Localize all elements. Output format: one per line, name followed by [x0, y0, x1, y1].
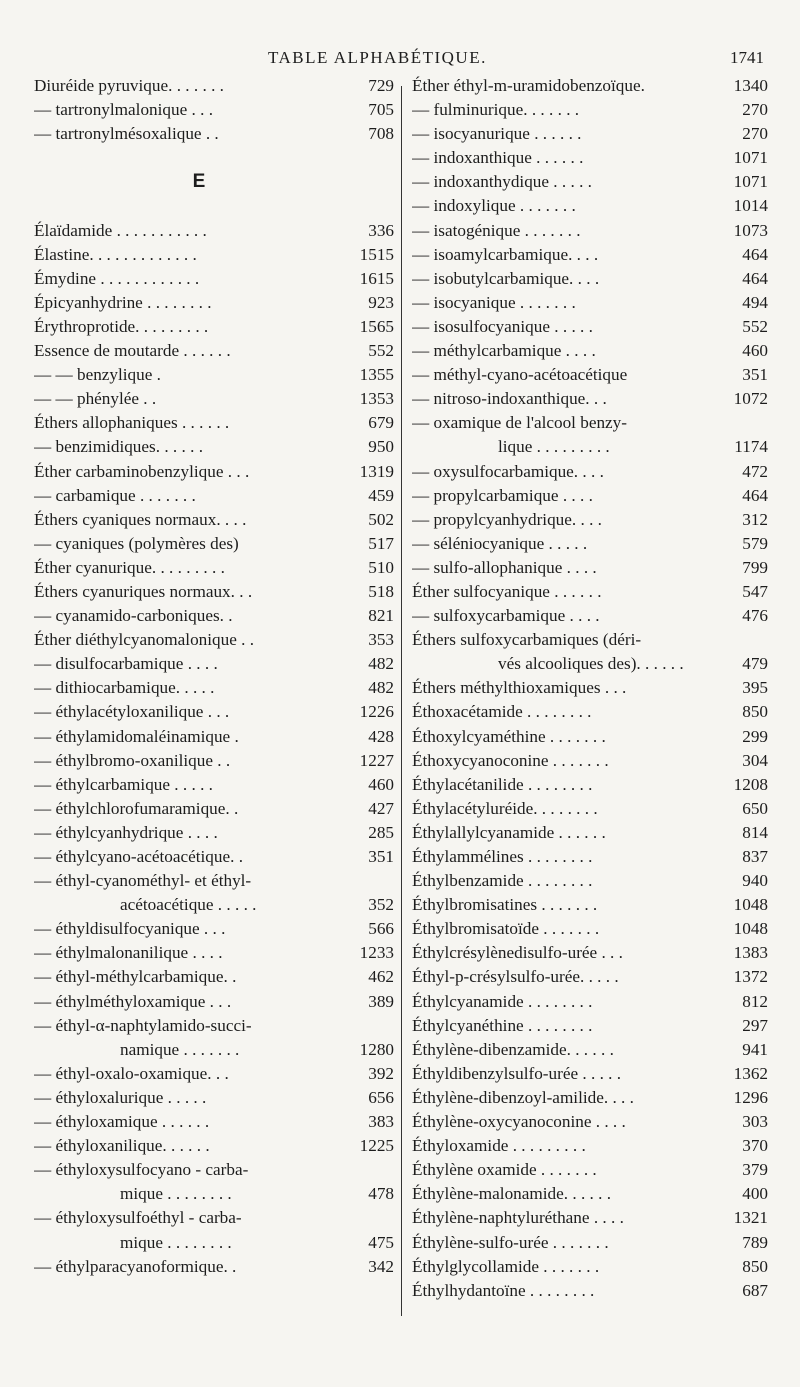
entry-term: — carbamique . . . . . . . — [34, 485, 196, 505]
entry-page-number: 297 — [742, 1015, 768, 1035]
index-entry — [412, 1086, 768, 1110]
entry-term: Éthylène oxamide . . . . . . . — [412, 1160, 597, 1180]
index-entry — [412, 604, 768, 628]
index-entry — [34, 821, 394, 845]
index-entry — [412, 1231, 768, 1255]
index-entry — [412, 1206, 768, 1230]
index-entry — [34, 725, 394, 749]
index-entry — [34, 219, 394, 243]
entry-term: Émydine . . . . . . . . . . . . — [34, 268, 200, 288]
index-entry — [34, 869, 394, 893]
index-entry — [412, 893, 768, 917]
index-entry — [34, 1231, 394, 1255]
index-entry — [412, 1038, 768, 1062]
entry-term: mique . . . . . . . . — [120, 1184, 232, 1204]
entry-term: — sulfoxycarbamique . . . . — [412, 606, 600, 626]
entry-term: — oxamique de l'alcool benzy- — [412, 413, 628, 433]
entry-page-number: 1372 — [733, 967, 768, 987]
index-entry — [34, 773, 394, 797]
entry-term: — oxysulfocarbamique. . . . — [412, 461, 604, 481]
entry-page-number: 650 — [742, 798, 768, 818]
entry-term: Éthylène-dibenzoyl-amilide. . . . — [412, 1087, 634, 1107]
entry-term: vés alcooliques des). . . . . . — [498, 654, 684, 674]
entry-page-number: 552 — [742, 316, 768, 336]
index-entry — [412, 243, 768, 267]
index-entry — [412, 1158, 768, 1182]
entry-page-number: 1014 — [733, 196, 768, 216]
index-entry — [34, 435, 394, 459]
index-entry — [412, 508, 768, 532]
entry-term: — éthyloxysulfoéthyl - carba- — [34, 1208, 242, 1228]
entry-page-number: 566 — [368, 919, 394, 939]
entry-page-number: 351 — [742, 365, 768, 385]
index-entry — [34, 1182, 394, 1206]
index-entry — [34, 845, 394, 869]
entry-page-number: 370 — [742, 1136, 768, 1156]
index-entry — [34, 460, 394, 484]
index-entry — [34, 98, 394, 122]
entry-page-number: 479 — [742, 654, 768, 674]
index-entry — [34, 1134, 394, 1158]
entry-page-number: 1615 — [359, 268, 394, 288]
entry-term: — méthylcarbamique . . . . — [412, 341, 596, 361]
entry-term: — tartronylmalonique . . . — [34, 100, 214, 120]
index-entry — [412, 484, 768, 508]
entry-term: — cyanamido-carboniques. . — [34, 606, 233, 626]
entry-term: — éthyloxalurique . . . . . — [34, 1087, 207, 1107]
index-entry — [34, 700, 394, 724]
entry-term: — isocyanurique . . . . . . — [412, 124, 582, 144]
entry-term: — — phénylée . . — [34, 389, 157, 409]
entry-term: Éthyldibenzylsulfo-urée . . . . . — [412, 1063, 622, 1083]
entry-page-number: 459 — [368, 485, 394, 505]
index-entry — [34, 387, 394, 411]
index-entry — [34, 484, 394, 508]
entry-term: Éthylène-sulfo-urée . . . . . . . — [412, 1232, 609, 1252]
entry-page-number: 518 — [368, 581, 394, 601]
entry-page-number: 799 — [742, 557, 768, 577]
index-entry — [412, 411, 768, 435]
index-entry — [34, 170, 394, 194]
entry-term: — — benzylique . — [34, 365, 161, 385]
entry-page-number: 1208 — [733, 774, 768, 794]
entry-term: Éthylglycollamide . . . . . . . — [412, 1256, 600, 1276]
index-entry — [34, 965, 394, 989]
entry-term: Éthylcrésylènedisulfo-urée . . . — [412, 943, 623, 963]
index-entry — [34, 749, 394, 773]
entry-term: — séléniocyanique . . . . . — [412, 533, 588, 553]
index-entry — [412, 532, 768, 556]
entry-page-number: 1226 — [359, 702, 394, 722]
index-entry — [34, 1206, 394, 1230]
index-entry — [34, 532, 394, 556]
entry-page-number: 400 — [742, 1184, 768, 1204]
index-entry — [34, 363, 394, 387]
entry-term: — éthylbromo-oxanilique . . — [34, 750, 231, 770]
entry-term: — éthyloxamique . . . . . . — [34, 1112, 210, 1132]
entry-term: — isosulfocyanique . . . . . — [412, 316, 593, 336]
entry-page-number: 923 — [368, 292, 394, 312]
entry-term: Érythroprotide. . . . . . . . . — [34, 316, 209, 336]
entry-term: — benzimidiques. . . . . . — [34, 437, 203, 457]
entry-term: Éthylène-naphtyluréthane . . . . — [412, 1208, 624, 1228]
entry-page-number: 1319 — [359, 461, 394, 481]
entry-term: — éthylacétyloxanilique . . . — [34, 702, 230, 722]
index-entry — [34, 1255, 394, 1279]
entry-page-number: 547 — [742, 581, 768, 601]
page-header — [0, 48, 800, 74]
index-entry — [34, 917, 394, 941]
index-entry — [412, 74, 768, 98]
entry-term: — dithiocarbamique. . . . . — [34, 678, 215, 698]
entry-term: Éthylbromisatoïde . . . . . . . — [412, 919, 600, 939]
entry-term: Éthers sulfoxycarbamiques (déri- — [412, 630, 642, 650]
entry-page-number: 464 — [742, 268, 768, 288]
entry-page-number: 517 — [368, 533, 394, 553]
index-entry — [412, 1134, 768, 1158]
entry-page-number: 656 — [368, 1087, 394, 1107]
entry-term: — éthylcyanhydrique . . . . — [34, 822, 218, 842]
entry-page-number: 1225 — [359, 1136, 394, 1156]
index-entry — [412, 194, 768, 218]
entry-page-number: 1565 — [359, 316, 394, 336]
entry-term: — fulminurique. . . . . . . — [412, 100, 580, 120]
entry-term: Éther cyanurique. . . . . . . . . — [34, 557, 225, 577]
entry-page-number: 395 — [742, 678, 768, 698]
index-entry — [412, 435, 768, 459]
entry-page-number: 460 — [368, 774, 394, 794]
entry-page-number: 552 — [368, 341, 394, 361]
entry-term: Éthylacétanilide . . . . . . . . — [412, 774, 593, 794]
entry-term: Éthylène-dibenzamide. . . . . . — [412, 1039, 614, 1059]
entry-page-number: 285 — [368, 822, 394, 842]
entry-term: — isatogénique . . . . . . . — [412, 220, 581, 240]
entry-page-number: 1280 — [359, 1039, 394, 1059]
entry-page-number: 336 — [368, 220, 394, 240]
index-entry — [34, 676, 394, 700]
entry-page-number: 476 — [742, 606, 768, 626]
entry-page-number: 679 — [368, 413, 394, 433]
entry-page-number: 460 — [742, 341, 768, 361]
index-entry — [412, 652, 768, 676]
entry-term: Éthylène-oxycyanoconine . . . . — [412, 1112, 626, 1132]
entry-page-number: 482 — [368, 654, 394, 674]
entry-term: — indoxanthique . . . . . . — [412, 148, 584, 168]
entry-term: — éthyl-méthylcarbamique. . — [34, 967, 237, 987]
entry-term: — cyaniques (polymères des) — [34, 533, 239, 553]
index-entry — [412, 821, 768, 845]
index-entry — [412, 122, 768, 146]
entry-page-number: 304 — [742, 750, 768, 770]
index-entry — [34, 243, 394, 267]
entry-page-number: 472 — [742, 461, 768, 481]
entry-term: Éthylacétyluréide. . . . . . . . — [412, 798, 598, 818]
entry-term: — éthylparacyanoformique. . — [34, 1256, 237, 1276]
entry-term: — méthyl-cyano-acétoacétique — [412, 365, 628, 385]
entry-page-number: 1048 — [733, 895, 768, 915]
index-entry — [34, 1086, 394, 1110]
entry-page-number: 392 — [368, 1063, 394, 1083]
entry-term: — indoxylique . . . . . . . — [412, 196, 576, 216]
index-entry — [34, 74, 394, 98]
entry-term: Éther éthyl-m-uramidobenzoïque. — [412, 76, 645, 95]
entry-page-number: 1515 — [359, 244, 394, 264]
entry-page-number: 708 — [368, 124, 394, 144]
entry-term: Diuréide pyruvique. . . . . . . — [34, 76, 224, 95]
index-entry — [34, 990, 394, 1014]
entry-term: Éthoxycyanoconine . . . . . . . — [412, 750, 609, 770]
index-entry — [412, 628, 768, 652]
entry-page-number: 482 — [368, 678, 394, 698]
entry-page-number: 1383 — [733, 943, 768, 963]
entry-term: — éthyloxysulfocyano - carba- — [34, 1160, 249, 1180]
index-entry — [412, 773, 768, 797]
entry-term: — éthyl-cyanométhyl- et éthyl- — [34, 871, 252, 891]
entry-page-number: 850 — [742, 702, 768, 722]
index-entry — [34, 122, 394, 146]
index-entry — [34, 1110, 394, 1134]
left-column — [34, 74, 394, 1279]
index-entry — [34, 508, 394, 532]
index-entry — [412, 315, 768, 339]
entry-page-number: 502 — [368, 509, 394, 529]
entry-page-number: 299 — [742, 726, 768, 746]
index-entry — [412, 797, 768, 821]
entry-term: — propylcyanhydrique. . . . — [412, 509, 602, 529]
entry-page-number: 383 — [368, 1112, 394, 1132]
entry-page-number: 1353 — [359, 389, 394, 409]
index-entry — [34, 628, 394, 652]
entry-term: Éthylbenzamide . . . . . . . . — [412, 871, 593, 891]
entry-term: Éther sulfocyanique . . . . . . — [412, 581, 602, 601]
entry-term: Éthers cyanuriques normaux. . . — [34, 581, 253, 601]
entry-term: Éthylène-malonamide. . . . . . — [412, 1184, 612, 1204]
entry-term: — éthyloxanilique. . . . . . — [34, 1136, 210, 1156]
index-entry — [34, 652, 394, 676]
entry-page-number: 1174 — [734, 437, 768, 457]
entry-term: Éthylcyanéthine . . . . . . . . — [412, 1015, 593, 1035]
entry-page-number: 428 — [368, 726, 394, 746]
index-entry — [412, 676, 768, 700]
section-letter: E — [192, 171, 206, 193]
entry-page-number: 270 — [742, 124, 768, 144]
entry-term: mique . . . . . . . . — [120, 1232, 232, 1252]
index-entry — [412, 1062, 768, 1086]
entry-page-number: 312 — [742, 509, 768, 529]
entry-page-number: 837 — [742, 847, 768, 866]
entry-term: Éthylcyanamide . . . . . . . . — [412, 991, 593, 1011]
index-entry — [412, 387, 768, 411]
entry-term: Éthoxylcyaméthine . . . . . . . — [412, 726, 606, 746]
entry-page-number: 464 — [742, 244, 768, 264]
entry-page-number: 1071 — [733, 172, 768, 192]
entry-term: — disulfocarbamique . . . . — [34, 654, 218, 674]
index-entry — [412, 339, 768, 363]
entry-page-number: 1296 — [733, 1087, 768, 1107]
page-title: TABLE ALPHABÉTIQUE. — [268, 48, 487, 67]
index-entry — [34, 556, 394, 580]
index-entry — [34, 797, 394, 821]
entry-page-number: 1071 — [733, 148, 768, 168]
entry-term: Éthers méthylthioxamiques . . . — [412, 678, 627, 698]
entry-page-number: 510 — [368, 557, 394, 577]
index-entry — [34, 604, 394, 628]
index-entry — [412, 556, 768, 580]
entry-page-number: 270 — [742, 100, 768, 120]
entry-page-number: 1072 — [733, 389, 768, 409]
index-entry — [34, 194, 394, 218]
page-number: 1741 — [730, 48, 764, 67]
entry-term: Éthylammélines . . . . . . . . — [412, 847, 593, 866]
entry-term: — sulfo-allophanique . . . . — [412, 557, 597, 577]
entry-page-number: 789 — [742, 1232, 768, 1252]
index-entry — [34, 1062, 394, 1086]
index-entry — [34, 291, 394, 315]
index-entry — [412, 98, 768, 122]
entry-term: — tartronylmésoxalique . . — [34, 124, 219, 144]
index-entry — [412, 1014, 768, 1038]
index-entry — [412, 1110, 768, 1134]
index-entry — [412, 845, 768, 869]
index-entry — [412, 170, 768, 194]
entry-page-number: 464 — [742, 485, 768, 505]
entry-page-number: 1355 — [359, 365, 394, 385]
index-entry — [412, 1279, 768, 1303]
entry-term: — indoxanthydique . . . . . — [412, 172, 592, 192]
entry-term: — éthylchlorofumaramique. . — [34, 798, 239, 818]
entry-term: — nitroso-indoxanthique. . . — [412, 389, 607, 409]
entry-term: Éthoxacétamide . . . . . . . . — [412, 702, 592, 722]
index-entry — [412, 869, 768, 893]
index-entry — [412, 363, 768, 387]
index-entry — [412, 990, 768, 1014]
entry-page-number: 352 — [368, 895, 394, 915]
entry-page-number: 342 — [368, 1256, 394, 1276]
entry-page-number: 351 — [368, 847, 394, 866]
index-entry — [412, 146, 768, 170]
entry-term: Éther carbaminobenzylique . . . — [34, 461, 250, 481]
entry-page-number: 1227 — [359, 750, 394, 770]
entry-term: — éthylméthyloxamique . . . — [34, 991, 232, 1011]
entry-page-number: 389 — [368, 991, 394, 1011]
index-entry — [34, 411, 394, 435]
index-entry — [412, 941, 768, 965]
entry-page-number: 579 — [742, 533, 768, 553]
entry-page-number: 303 — [742, 1112, 768, 1132]
column-divider — [401, 86, 402, 1316]
entry-term: Élaïdamide . . . . . . . . . . . — [34, 220, 207, 240]
index-entry — [34, 1038, 394, 1062]
entry-term: acétoacétique . . . . . — [120, 895, 257, 915]
index-entry — [34, 893, 394, 917]
index-entry — [412, 267, 768, 291]
index-entry — [34, 941, 394, 965]
entry-page-number: 1048 — [733, 919, 768, 939]
entry-page-number: 729 — [368, 76, 394, 95]
entry-page-number: 1073 — [733, 220, 768, 240]
index-entry — [412, 219, 768, 243]
entry-term: — éthylcyano-acétoacétique. . — [34, 847, 244, 866]
entry-term: — éthyldisulfocyanique . . . — [34, 919, 226, 939]
entry-term: — éthylmalonanilique . . . . — [34, 943, 223, 963]
entry-page-number: 821 — [368, 606, 394, 626]
entry-page-number: 950 — [368, 437, 394, 457]
entry-page-number: 427 — [368, 798, 394, 818]
entry-term: namique . . . . . . . — [120, 1039, 240, 1059]
index-entry — [34, 1014, 394, 1038]
entry-page-number: 379 — [742, 1160, 768, 1180]
index-entry — [34, 315, 394, 339]
entry-term: — éthyl-oxalo-oxamique. . . — [34, 1063, 229, 1083]
index-entry — [412, 460, 768, 484]
entry-term: — éthyl-α-naphtylamido-succi- — [34, 1015, 252, 1035]
entry-term: — propylcarbamique . . . . — [412, 485, 593, 505]
entry-page-number: 1362 — [733, 1063, 768, 1083]
entry-page-number: 478 — [368, 1184, 394, 1204]
entry-term: Essence de moutarde . . . . . . — [34, 341, 231, 361]
entry-term: Éthylallylcyanamide . . . . . . — [412, 822, 606, 842]
index-entry — [412, 749, 768, 773]
entry-page-number: 475 — [368, 1232, 394, 1252]
entry-page-number: 814 — [742, 822, 768, 842]
entry-term: Éthylhydantoïne . . . . . . . . — [412, 1280, 595, 1300]
index-entry — [412, 917, 768, 941]
entry-page-number: 940 — [742, 871, 768, 891]
entry-page-number: 705 — [368, 100, 394, 120]
entry-page-number: 1321 — [733, 1208, 768, 1228]
entry-page-number: 1340 — [733, 76, 768, 95]
index-entry — [412, 725, 768, 749]
entry-page-number: 462 — [368, 967, 394, 987]
entry-term: Éthyloxamide . . . . . . . . . — [412, 1136, 586, 1156]
entry-term: — isoamylcarbamique. . . . — [412, 244, 599, 264]
index-entry — [412, 291, 768, 315]
index-entry — [412, 965, 768, 989]
entry-term: lique . . . . . . . . . — [498, 437, 610, 457]
entry-page-number: 812 — [742, 991, 768, 1011]
entry-term: Élastine. . . . . . . . . . . . . — [34, 244, 197, 264]
entry-term: — isobutylcarbamique. . . . — [412, 268, 600, 288]
index-entry — [412, 1255, 768, 1279]
entry-term: — isocyanique . . . . . . . — [412, 292, 576, 312]
index-entry — [34, 267, 394, 291]
entry-page-number: 494 — [742, 292, 768, 312]
entry-page-number: 687 — [742, 1280, 768, 1300]
right-column — [412, 74, 768, 1303]
entry-term: Éthylbromisatines . . . . . . . — [412, 895, 598, 915]
entry-term: — éthylamidomaléinamique . — [34, 726, 239, 746]
entry-term: Éthers cyaniques normaux. . . . — [34, 509, 247, 529]
index-entry — [34, 339, 394, 363]
index-entry — [412, 1182, 768, 1206]
entry-term: Éthyl-p-crésylsulfo-urée. . . . . — [412, 967, 619, 987]
entry-term: Épicyanhydrine . . . . . . . . — [34, 292, 212, 312]
entry-page-number: 353 — [368, 630, 394, 650]
entry-term: Éthers allophaniques . . . . . . — [34, 413, 230, 433]
entry-term: — éthylcarbamique . . . . . — [34, 774, 213, 794]
index-entry — [34, 1158, 394, 1182]
index-entry — [412, 700, 768, 724]
entry-page-number: 1233 — [359, 943, 394, 963]
entry-page-number: 850 — [742, 1256, 768, 1276]
index-entry — [34, 580, 394, 604]
index-entry — [412, 580, 768, 604]
entry-page-number: 941 — [742, 1039, 768, 1059]
index-entry — [34, 146, 394, 170]
entry-term: Éther diéthylcyanomalonique . . — [34, 630, 255, 650]
